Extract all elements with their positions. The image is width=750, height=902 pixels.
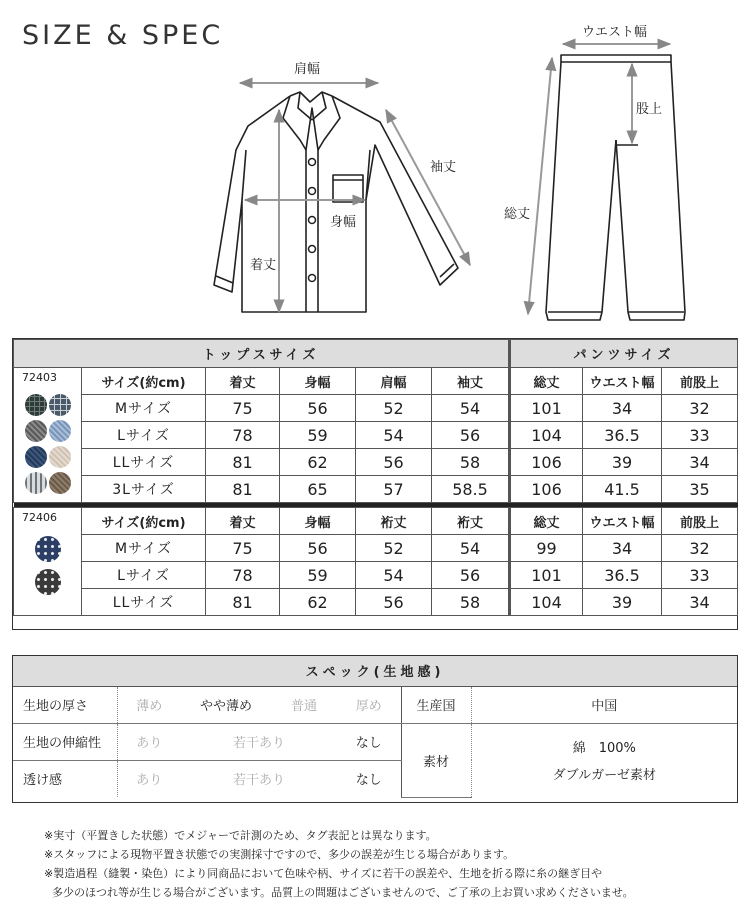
table-cell: 36.5 [583,422,662,449]
column-header: 総丈 [510,508,583,535]
table-cell: 54 [432,395,510,422]
spec-row-stretch [13,723,737,760]
pants-header: パンツサイズ [510,340,738,368]
size-name: Lサイズ [82,422,206,449]
size-table [12,338,738,630]
spec-option: あり [117,723,181,760]
swatch [25,420,47,442]
column-header: 身幅 [280,368,356,395]
column-header: 裄丈 [356,508,432,535]
note-line: 多少のほつれ等が生じる場合がございます。品質上の問題はございませんので、ご了承の上お買い求めくださいませ。 [52,886,634,899]
swatch [35,536,61,562]
size-name: Mサイズ [82,395,206,422]
table-row [14,422,738,449]
table-cell: 54 [356,562,432,589]
table-cell: 39 [583,449,662,476]
table-cell: 56 [432,422,510,449]
table-cell: 106 [510,449,583,476]
spec-row-sheer [13,760,737,797]
table-cell: 81 [206,476,280,503]
table-cell: 52 [356,395,432,422]
tops-header: トップスサイズ [14,340,510,368]
lot-cell [14,368,82,503]
spec-header: スペック(生地感) [13,656,737,686]
note-line: ※実寸（平置きした状態）でメジャーで計測のため、タグ表記とは異なります。 [44,829,437,842]
swatch [25,472,47,494]
column-header: サイズ(約cm) [82,508,206,535]
color-swatches [34,534,81,597]
size-name: Mサイズ [82,535,206,562]
table-cell: 62 [280,449,356,476]
table-cell: 65 [280,476,356,503]
swatch [49,446,71,468]
spec-row-label: 素材 [401,723,471,797]
column-header: 前股上 [662,368,738,395]
table-cell: 52 [356,535,432,562]
size-diagram [0,0,750,335]
table-row [14,562,738,589]
lot-cell [14,508,82,616]
table-cell: 56 [280,395,356,422]
color-swatches [24,392,81,496]
spec-option-selected: なし [337,723,401,760]
swatch [25,446,47,468]
spec-option: あり [136,773,163,789]
table-cell: 104 [510,422,583,449]
table-cell: 58 [432,589,510,616]
column-header: 前股上 [662,508,738,535]
spec-row-thickness [13,686,737,723]
spec-row-label: 透け感 [13,760,117,797]
swatch [49,472,71,494]
sleeve-label: 袖丈 [430,160,457,175]
waist-label: ウエスト幅 [582,25,648,40]
spec-row-label: 生地の伸縮性 [13,723,117,760]
size-name: Lサイズ [82,562,206,589]
notes [44,826,634,902]
table-cell: 54 [356,422,432,449]
size-name: LLサイズ [82,589,206,616]
table-row [14,535,738,562]
shirt-outline [214,92,458,312]
rise-label: 股上 [636,102,663,117]
table-row [14,508,738,535]
table-row [14,589,738,616]
column-header: 総丈 [510,368,583,395]
table-cell: 78 [206,562,280,589]
spec-option-selected: やや薄め [181,686,271,723]
table-cell: 32 [662,395,738,422]
spec-option: 若干あり [181,723,337,760]
spec-option: 薄め [117,686,181,723]
column-header: ウエスト幅 [583,368,662,395]
table-row [14,449,738,476]
table-cell: 33 [662,422,738,449]
table-cell: 58 [432,449,510,476]
table-cell: 34 [662,449,738,476]
table-cell: 62 [280,589,356,616]
material-value: 綿 100% [572,741,636,757]
body-width-label: 身幅 [330,211,356,230]
spec-option: 普通 [271,686,337,723]
table-cell: 36.5 [583,562,662,589]
size-name: 3Lサイズ [82,476,206,503]
table-cell: 32 [662,535,738,562]
table-cell: 34 [583,535,662,562]
table-cell: 81 [206,449,280,476]
table-row [14,395,738,422]
column-header: 着丈 [206,508,280,535]
swatch [35,569,61,595]
lot-number: 72403 [22,371,57,384]
shirt-buttons [309,159,316,282]
length-label: 着丈 [250,254,276,273]
table-cell: 78 [206,422,280,449]
swatch [49,420,71,442]
spec-option: 若干あり [232,773,285,789]
size-name: LLサイズ [82,449,206,476]
table-cell: 75 [206,535,280,562]
table-cell: 59 [280,422,356,449]
column-header: ウエスト幅 [583,508,662,535]
table-cell: 101 [510,395,583,422]
table-cell: 99 [510,535,583,562]
total-length-label: 総丈 [504,207,531,222]
table-cell: 33 [662,562,738,589]
table-cell: 57 [356,476,432,503]
note-line: ※製造過程（縫製・染色）により同商品において色味や柄、サイズに若干の誤差や、生地を折る際に糸の継ぎ目や [44,867,603,880]
sleeve-arrow [386,110,470,265]
shoulder-label: 肩幅 [294,62,321,77]
table-cell: 106 [510,476,583,503]
table-cell: 75 [206,395,280,422]
table-cell: 58.5 [432,476,510,503]
pants-outline [546,55,685,320]
column-header: サイズ(約cm) [82,368,206,395]
spec-option-selected: なし [355,773,382,789]
origin-value: 中国 [471,686,737,723]
table-cell: 34 [583,395,662,422]
table-cell: 56 [356,449,432,476]
table-cell: 56 [280,535,356,562]
column-header: 身幅 [280,508,356,535]
table-cell: 81 [206,589,280,616]
spec-row-label: 生地の厚さ [13,686,117,723]
table-cell: 54 [432,535,510,562]
column-header: 裄丈 [432,508,510,535]
table-cell: 56 [432,562,510,589]
swatch [25,394,47,416]
table-cell: 59 [280,562,356,589]
note-line: ※スタッフによる現物平置き状態での実測採寸ですので、多少の誤差が生じる場合があります。 [44,848,515,861]
column-header: 袖丈 [432,368,510,395]
table-cell: 104 [510,589,583,616]
table-cell: 34 [662,589,738,616]
table-cell: 39 [583,589,662,616]
lot-number: 72406 [22,511,57,524]
spec-option: 厚め [337,686,401,723]
table-cell: 56 [356,589,432,616]
table-cell: 35 [662,476,738,503]
table-row [14,368,738,395]
page-title: SIZE & SPEC [22,20,224,51]
table-row [14,476,738,503]
table-cell: 41.5 [583,476,662,503]
column-header: 着丈 [206,368,280,395]
material-value: ダブルガーゼ素材 [552,768,656,783]
swatch [49,394,71,416]
column-header: 肩幅 [356,368,432,395]
spec-row-label: 生産国 [401,686,471,723]
table-cell: 101 [510,562,583,589]
spec-table [12,655,738,803]
